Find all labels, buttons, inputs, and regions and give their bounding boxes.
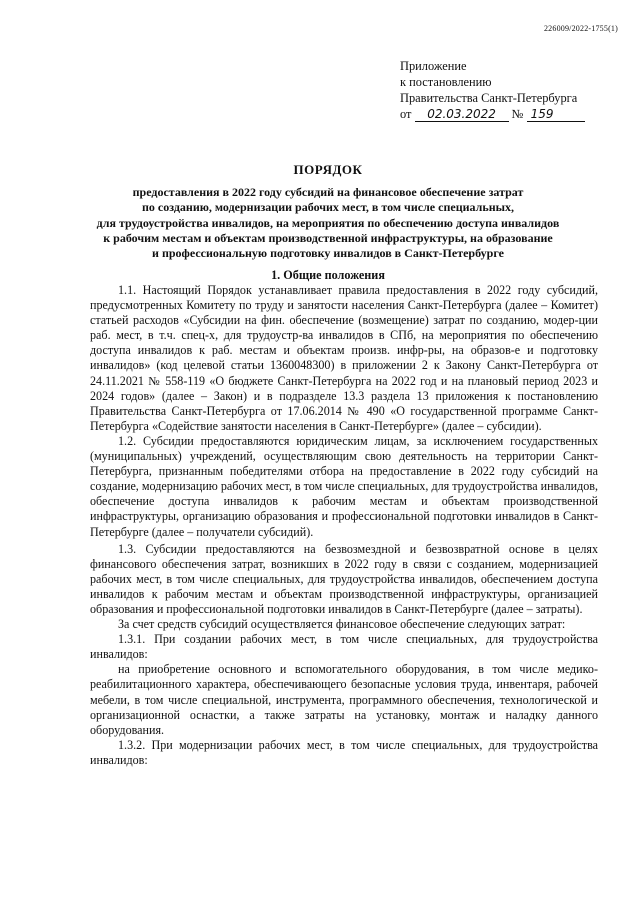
- title-line-2: по созданию, модернизации рабочих мест, в том числе специальных,: [142, 200, 514, 215]
- ot-label: от: [400, 107, 412, 121]
- handwritten-number: 159: [527, 107, 585, 122]
- paragraph-1-2: 1.2. Субсидии предоставляются юридическим лицам, за исключением государственных (муниципальных) учреждений, осуществляющим свою деятельность на территории Санкт-Петербурга, признанным победителями отбора на предоставление в 2022 году субсидий на создание, модернизацию рабочих мест, в том числе специальных, для трудоустройства инвалидов, обеспечение доступа инвалидов к рабочим местам и объектам производственной инфраструктуры, организацию образования и профессиональной подготовки инвалидов в Санкт-Петербурге (далее – получатели субсидий).: [90, 433, 599, 539]
- title-line-4: к рабочим местам и объектам производственной инфраструктуры, на образование: [103, 230, 553, 245]
- appendix-line-1: Приложение: [400, 59, 467, 73]
- document-body: [90, 283, 598, 768]
- appendix-line-3: Правительства Санкт-Петербурга: [400, 91, 578, 105]
- title-line-5: и профессиональную подготовку инвалидов в Санкт-Петербурге: [152, 246, 504, 261]
- document-title: [48, 162, 608, 261]
- handwritten-date: 02.03.2022: [415, 107, 509, 122]
- paragraph-1-3-1: 1.3.1. При создании рабочих мест, в том числе специальных, для трудоустройства инвалидов:: [90, 632, 598, 662]
- paragraph-1-1: 1.1. Настоящий Порядок устанавливает правила предоставления в 2022 году субсидий, предусмотренных Комитету по труду и занятости населения Санкт-Петербурга (далее – Комитет) статьей расходов «Субсидии на фин. обеспечение (возмещение) затрат по созданию, модер-ции раб. мест, в т.ч. спец-х, для трудоустр-ва инвалидов в СПб, на мероприятия по обеспечению доступа инвалидов к раб. местам и объектам произв. инфр-ры, на образов-е и подготовку инвалидов» (код целевой статьи 1360048300) в приложении 2 к Закону Санкт-Петербурга от 24.11.2021 № 558-119 «О бюджете Санкт-Петербурга на 2022 год и на плановый период 2023 и 2024 годов» (далее – Закон) и в подразделе 13.3 раздела 13 приложения к постановлению Правительства Санкт-Петербурга от 17.06.2014 № 490 «О государственной программе Санкт-Петербурга «Содействие занятости населения в Санкт-Петербурге» (далее – субсидии).: [90, 283, 598, 433]
- appendix-block: [400, 58, 620, 122]
- title-line-3: для трудоустройства инвалидов, на мероприятия по обеспечению доступа инвалидов: [96, 215, 560, 230]
- paragraph-expenses-intro: За счет средств субсидий осуществляется финансовое обеспечение следующих затрат:: [118, 617, 566, 632]
- title-line-1: предоставления в 2022 году субсидий на финансовое обеспечение затрат: [132, 185, 524, 200]
- number-label: №: [511, 107, 524, 121]
- document-id: 226009/2022-1755(1): [543, 24, 618, 33]
- appendix-line-2: к постановлению: [400, 75, 492, 89]
- appendix-date-line: [400, 106, 620, 122]
- paragraph-1-3-2: 1.3.2. При модернизации рабочих мест, в том числе специальных, для трудоустройства инвалидов:: [90, 737, 598, 767]
- title-main: ПОРЯДОК: [293, 162, 363, 177]
- paragraph-1-3: 1.3. Субсидии предоставляются на безвозмездной и безвозвратной основе в целях финансового обеспечения затрат, возникших в 2022 году в связи с созданием, модернизацией рабочих мест, в том числе специальных, для трудоустройства инвалидов, обеспечением доступа инвалидов к рабочим местам и объектам производственной инфраструктуры, организацией образования и профессиональной подготовки инвалидов в Санкт-Петербурге (далее – затраты).: [90, 541, 598, 616]
- section-heading: 1. Общие положения: [271, 268, 385, 282]
- paragraph-equipment: на приобретение основного и вспомогательного оборудования, в том числе медико-реабилитационного характера, обеспечивающего безопасные условия труда, инвентаря, рабочей мебели, в том числе специальной, инструмента, программного обеспечения, технологической и организационной оснастки, а также затраты на установку, монтаж и наладку данного оборудования.: [90, 662, 598, 737]
